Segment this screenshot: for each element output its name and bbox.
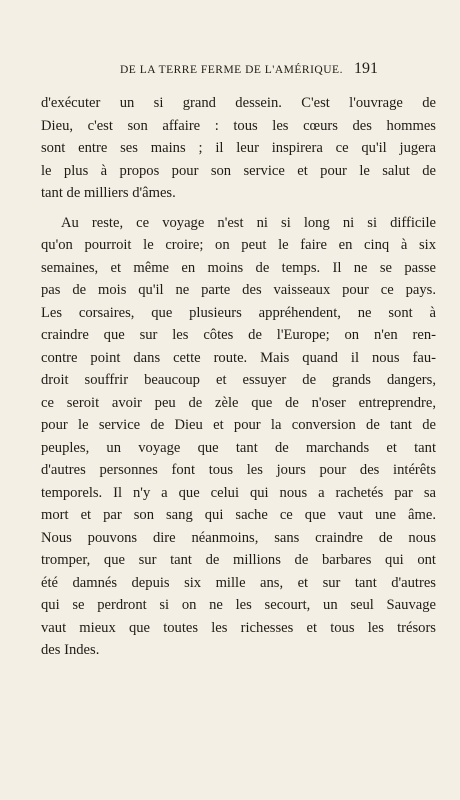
text-line: qui se perdront si on ne les secourt, un seul Sauvage <box>41 597 436 613</box>
text-line: semaines, et même en moins de temps. Il ne se passe <box>41 259 436 276</box>
text-line: contre point dans cette route. Mais quand il nous fau- <box>41 349 436 366</box>
text-line: pas de mois qu'il ne parte des vaisseaux pour ce pays. <box>41 282 436 298</box>
text-line: tant de milliers d'âmes. <box>41 185 176 201</box>
text-line: vaut mieux que toutes les richesses et tous les trésors <box>41 619 436 636</box>
text-line: qu'on pourroit le croire; on peut le faire en cinq à six <box>41 237 436 253</box>
paragraph-2 <box>41 212 436 662</box>
text-line: pour le service de Dieu et pour la conversion de tant de <box>41 417 436 433</box>
text-line: craindre que sur les côtes de l'Europe; on n'en ren- <box>41 327 436 343</box>
text-line: tromper, que sur tant de millions de barbares qui ont <box>41 552 436 568</box>
text-line: sont entre ses mains ; il leur inspirera ce qu'il jugera <box>41 140 436 156</box>
text-line: le plus à propos pour son service et pour le salut de <box>41 162 436 179</box>
paragraph-1 <box>41 92 436 205</box>
text-line: mort et par son sang qui sache ce que vaut une âme. <box>41 507 436 523</box>
page-number: 191 <box>354 60 378 77</box>
text-line: Au reste, ce voyage n'est ni si long ni si difficile <box>61 214 436 231</box>
text-line: des Indes. <box>41 642 100 658</box>
text-line: temporels. Il n'y a que celui qui nous a rachetés par sa <box>41 484 436 501</box>
text-line: Nous pouvons dire néanmoins, sans craindre de nous <box>41 529 436 546</box>
body-text <box>41 92 436 669</box>
text-line: été damnés depuis six mille ans, et sur tant d'autres <box>41 574 436 591</box>
text-line: droit souffrir beaucoup et essuyer de grands dangers, <box>41 372 436 388</box>
text-line: d'exécuter un si grand dessein. C'est l'ouvrage de <box>41 95 436 111</box>
text-line: Dieu, c'est son affaire : tous les cœurs des hommes <box>41 117 436 134</box>
text-line: d'autres personnes font tous les jours pour des intérêts <box>41 462 436 478</box>
running-title: DE LA TERRE FERME DE L'AMÉRIQUE. <box>120 64 343 76</box>
text-line: ce seroit avoir peu de zèle que de n'oser entreprendre, <box>41 394 436 411</box>
text-line: Les corsaires, que plusieurs appréhendent, ne sont à <box>41 304 436 321</box>
text-line: peuples, un voyage que tant de marchands et tant <box>41 439 436 456</box>
